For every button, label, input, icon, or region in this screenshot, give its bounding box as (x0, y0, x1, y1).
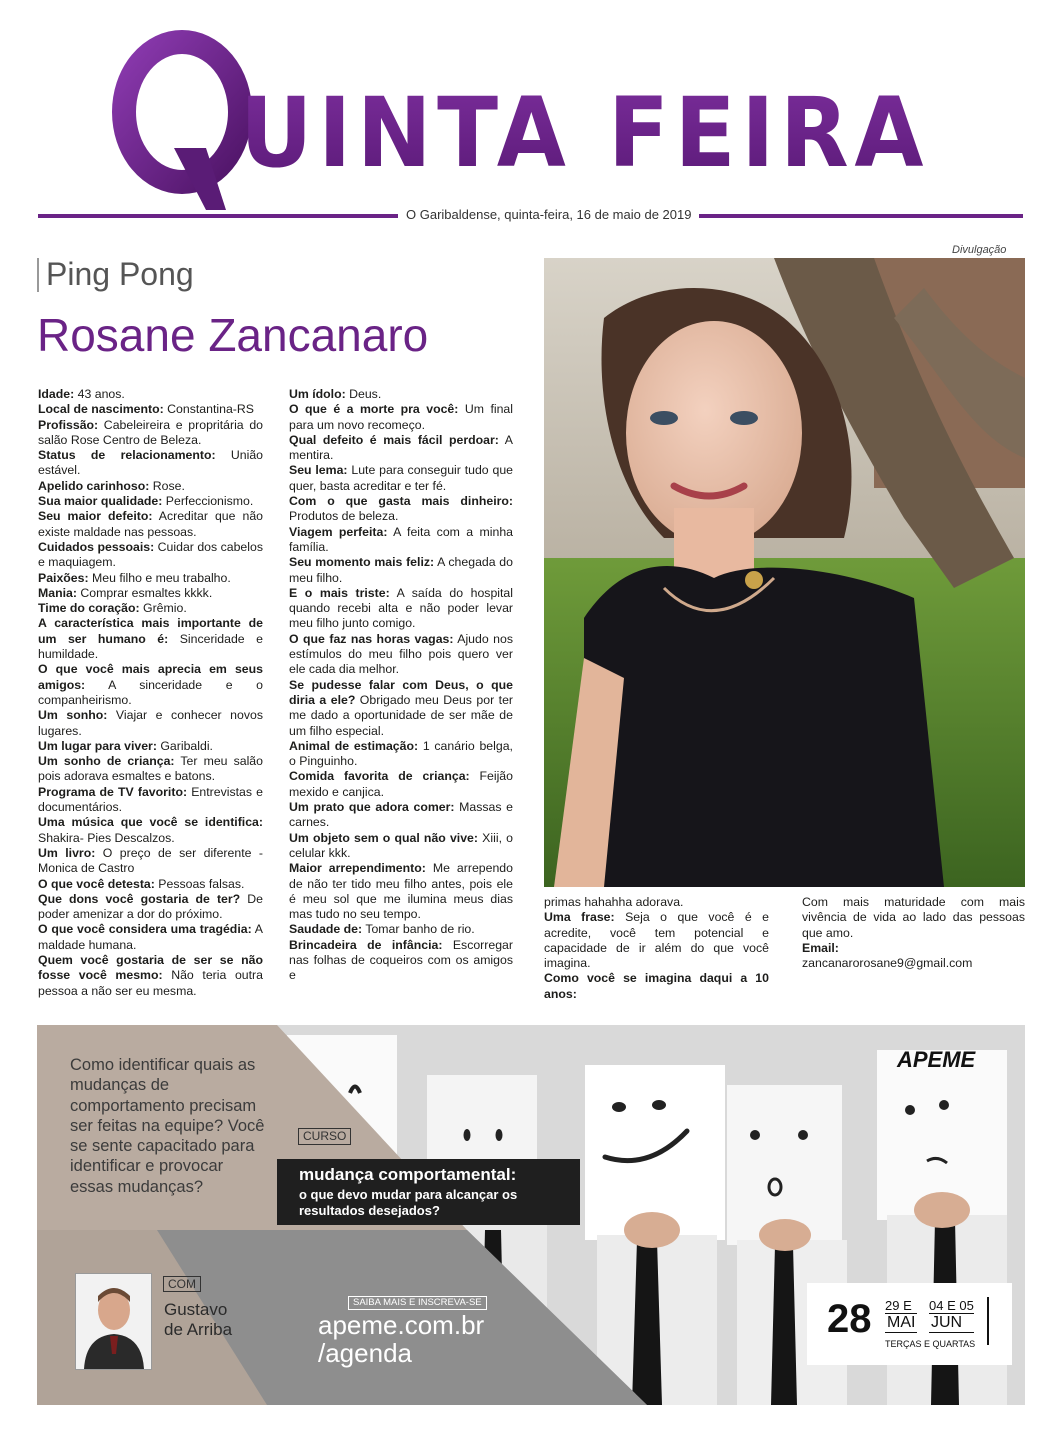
qa-question: O que você considera uma tragédia: (38, 922, 252, 937)
qa-answer: Entrevistas e documentários. (38, 784, 263, 815)
qa-item (38, 509, 263, 540)
qa-answer: Cuidar dos cabelos e maquiagem. (38, 539, 263, 570)
qa-answer: A maldade humana. (38, 922, 263, 952)
photo-credit: Divulgação (952, 244, 1007, 256)
qa-answer: Comprar esmaltes kkkk. (76, 585, 213, 600)
qa-answer: Viajar e conhecer novos lugares. (38, 708, 263, 738)
qa-item (289, 938, 513, 984)
article-headline: Rosane Zancanaro (37, 309, 429, 361)
qa-question: Como você se imagina daqui a 10 anos: (544, 971, 769, 1001)
qa-answer: Seja o que você é e acredite, você tem potencial e capacidade de ir além do que você imagina. (544, 910, 769, 971)
qa-item (544, 971, 769, 1002)
masthead-q-logo (110, 20, 260, 210)
qa-question: Profissão: (38, 417, 99, 432)
date-june-days: 04 E 05 (929, 1298, 974, 1313)
qa-item (289, 555, 513, 586)
qa-item (289, 739, 513, 770)
date-group-may (885, 1299, 917, 1333)
qa-answer: O preço de ser diferente - Monica de Castro (38, 845, 263, 876)
portrait-illustration (544, 258, 1025, 887)
qa-question: O que você mais aprecia em seus amigos: (38, 662, 263, 692)
qa-answer: Massas e carnes. (289, 800, 513, 830)
qa-question: Saudade de: (289, 922, 363, 937)
qa-answer: A saída do hospital quando recebi alta e não poder levar meu filho junto comigo. (289, 585, 514, 631)
host-portrait (76, 1274, 151, 1369)
qa-answer: União estável. (38, 448, 264, 478)
date-group-june (929, 1299, 974, 1333)
qa-question: Seu momento mais feliz: (289, 555, 435, 570)
qa-answer: Xiii, o celular kkk. (289, 830, 513, 860)
qa-question: Um ídolo: (289, 387, 346, 401)
qa-question: Um lugar para viver: (38, 738, 157, 753)
qa-question: Se pudesse falar com Deus, o que diria a ele? (289, 677, 513, 707)
qa-question: Local de nascimento: (38, 402, 164, 417)
course-advertisement[interactable] (37, 1025, 1025, 1405)
qa-question: Programa de TV favorito: (38, 784, 188, 799)
qa-item (289, 678, 513, 739)
qa-question: Cuidados pessoais: (38, 539, 155, 554)
interview-column-4 (802, 895, 1025, 971)
qa-question: Email: (802, 940, 839, 955)
qa-answer: Acreditar que não existe maldade nas pessoas. (38, 509, 263, 539)
qa-answer: Produtos de beleza. (289, 509, 399, 524)
qa-item (38, 892, 263, 923)
qa-question: Brincadeira de infância: (289, 937, 443, 952)
qa-question: Um livro: (38, 845, 96, 860)
course-dates (807, 1283, 1012, 1365)
qa-question: Time do coração: (38, 601, 140, 616)
qa-answer: De poder amenizar a dor do próximo. (38, 891, 263, 922)
qa-question: Qual defeito é mais fácil perdoar: (289, 432, 499, 447)
qa-answer: 1 canário belga, o Pinguinho. (289, 738, 513, 769)
qa-item (38, 877, 263, 892)
date-weekdays: TERÇAS E QUARTAS (885, 1339, 976, 1349)
host-photo (75, 1273, 152, 1370)
qa-item (544, 895, 769, 910)
qa-answer: Lute para conseguir tudo que quer, basta acreditar e ter fé. (289, 463, 513, 493)
qa-item (38, 387, 263, 402)
email-address[interactable]: zancanarorosane9@gmail.com (802, 956, 973, 971)
interview-column-1 (38, 387, 263, 999)
ad-question: Como identificar quais as mudanças de comportamento precisam ser feitas na equipe? Você se sente capacitado para identificar e provocar essas mudanças? (70, 1056, 265, 1196)
qa-item (38, 616, 263, 662)
qa-item (289, 632, 513, 678)
qa-question: O que é a morte pra você: (289, 402, 459, 417)
qa-item (289, 433, 513, 464)
qa-answer: Garibaldi. (156, 738, 213, 753)
qa-question: Animal de estimação: (289, 738, 419, 753)
qa-question: Maior arrependimento: (289, 861, 426, 876)
qa-answer: Constantina-RS (163, 402, 254, 417)
qa-answer: Grêmio. (139, 601, 187, 616)
qa-item (802, 895, 1025, 941)
qa-answer: Cabeleireira e propritária do salão Rose Centro de Beleza. (38, 417, 263, 447)
date-may-days: 29 E (885, 1298, 912, 1313)
qa-answer: A chegada do meu filho. (289, 555, 513, 585)
qa-question: Viagem perfeita: (289, 524, 388, 539)
qa-question: Mania: (38, 585, 77, 600)
course-title-box[interactable] (277, 1159, 580, 1225)
qa-answer: Perfeccionismo. (162, 494, 254, 509)
site-line-1: apeme.com.br (318, 1310, 485, 1340)
host-tag: COM (163, 1276, 201, 1292)
qa-item (289, 922, 513, 937)
qa-answer: 43 anos. (74, 387, 125, 401)
apeme-logo: APEME (897, 1047, 976, 1072)
course-subtitle: o que devo mudar para alcançar os resultados desejados? (299, 1187, 518, 1218)
date-may-month: MAI (887, 1314, 916, 1331)
masthead (0, 0, 1058, 240)
qa-item (289, 769, 513, 800)
qa-answer: A mentira. (289, 432, 513, 463)
qa-question: Um objeto sem o qual não vive: (289, 830, 478, 845)
qa-item (38, 815, 263, 846)
qa-item (38, 571, 263, 586)
qa-answer: Ter meu salão pois adorava esmaltes e batons. (38, 754, 263, 784)
signup-link[interactable] (318, 1311, 484, 1367)
qa-item (802, 941, 1025, 956)
cta-label: SAIBA MAIS E INSCREVA-SE (348, 1296, 487, 1310)
masthead-title: UINTA FEIRA (240, 77, 929, 189)
qa-item (38, 402, 263, 417)
qa-question: Um sonho de criança: (38, 754, 175, 769)
qa-item (289, 402, 513, 433)
qa-answer: Feijão mexido e canjica. (289, 769, 513, 799)
qa-item (38, 662, 263, 708)
qa-question: Uma frase: (544, 910, 615, 925)
date-divider (987, 1297, 989, 1345)
qa-answer: Sinceridade e humildade. (38, 631, 263, 662)
course-tag: CURSO (298, 1128, 351, 1145)
qa-item (289, 387, 513, 402)
qa-item (38, 540, 263, 571)
host-name (164, 1300, 232, 1340)
qa-question: A característica mais importante de um ser humano é: (38, 616, 263, 646)
qa-question: Paixões: (38, 570, 89, 585)
qa-answer: A feita com a minha família. (289, 524, 513, 554)
interview-column-2 (289, 387, 513, 984)
qa-answer: Deus. (345, 387, 382, 401)
dateline: O Garibaldense, quinta-feira, 16 de maio de 2019 (398, 205, 699, 225)
qa-item (38, 418, 263, 449)
qa-item (38, 754, 263, 785)
qa-item (38, 708, 263, 739)
qa-item (802, 956, 1025, 971)
qa-item (289, 463, 513, 494)
qa-item (289, 525, 513, 556)
portrait-photo (544, 258, 1025, 887)
qa-item (38, 785, 263, 816)
qa-question: O que faz nas horas vagas: (289, 631, 454, 646)
host-last-name: de Arriba (164, 1320, 233, 1339)
qa-item (38, 601, 263, 616)
qa-question: Um sonho: (38, 708, 108, 723)
qa-answer: Pessoas falsas. (154, 876, 245, 891)
site-line-2: /agenda (318, 1338, 412, 1368)
qa-item (38, 586, 263, 601)
course-title: mudança comportamental: (299, 1165, 517, 1184)
qa-item (38, 953, 263, 999)
qa-question: Status de relacionamento: (38, 448, 216, 463)
qa-question: Quem você gostaria de ser se não fosse você mesmo: (38, 952, 263, 983)
qa-question: Um prato que adora comer: (289, 800, 455, 815)
qa-item (289, 800, 513, 831)
qa-question: Comida favorita de criança: (289, 769, 470, 784)
qa-question: Com o que gasta mais dinheiro: (289, 494, 513, 509)
qa-item (289, 831, 513, 862)
kicker-divider (37, 258, 39, 292)
qa-question: Uma música que você se identifica: (38, 815, 263, 830)
qa-answer: Um final para um novo recomeço. (289, 402, 514, 432)
qa-answer: Com mais maturidade com mais vivência de vida ao lado das pessoas que amo. (802, 895, 1025, 940)
qa-answer: A sinceridade e o companheirismo. (38, 677, 263, 707)
qa-question: Seu lema: (289, 463, 348, 478)
qa-answer: Ajudo nos estímulos do meu filho pois quero ver ele cada dia melhor. (289, 631, 513, 677)
qa-answer: Não teria outra pessoa a não ser eu mesma. (38, 968, 263, 998)
qa-answer: Meu filho e meu trabalho. (88, 570, 231, 585)
interview-column-3 (544, 895, 769, 1002)
qa-answer: Rose. (149, 478, 185, 493)
qa-item (38, 494, 263, 509)
qa-question: Sua maior qualidade: (38, 494, 163, 509)
section-kicker: Ping Pong (46, 256, 194, 292)
qa-answer: Obrigado meu Deus por ter me dado a oportunidade de ser mãe de um filho especial. (289, 692, 513, 738)
qa-item (544, 910, 769, 971)
qa-item (38, 448, 263, 479)
date-june-month: JUN (929, 1313, 974, 1333)
date-28: 28 (827, 1297, 872, 1341)
qa-answer: Escorregar nas folhas de coqueiros com os amigos e (289, 937, 513, 983)
qa-item (289, 586, 513, 632)
qa-item (289, 494, 513, 525)
qa-question: Idade: (38, 387, 75, 401)
qa-answer: Me arrependo de não ter tido meu filho antes, pois ele é meu sol que me ilumina meus dias mas tudo no seu tempo. (289, 861, 513, 922)
host-first-name: Gustavo (164, 1300, 228, 1319)
qa-question: Seu maior defeito: (38, 509, 153, 524)
qa-item (38, 846, 263, 877)
qa-item (38, 739, 263, 754)
qa-answer: Tomar banho de rio. (362, 922, 475, 937)
qa-item (38, 479, 263, 494)
qa-answer: Shakira- Pies Descalzos. (38, 830, 175, 845)
qa-question: O que você detesta: (38, 876, 155, 891)
qa-question: E o mais triste: (289, 585, 390, 600)
qa-question: Que dons você gostaria de ter? (38, 891, 241, 906)
qa-item (289, 861, 513, 922)
qa-question: Apelido carinhoso: (38, 478, 150, 493)
qa-answer: primas hahahha adorava. (544, 895, 684, 909)
qa-item (38, 922, 263, 953)
